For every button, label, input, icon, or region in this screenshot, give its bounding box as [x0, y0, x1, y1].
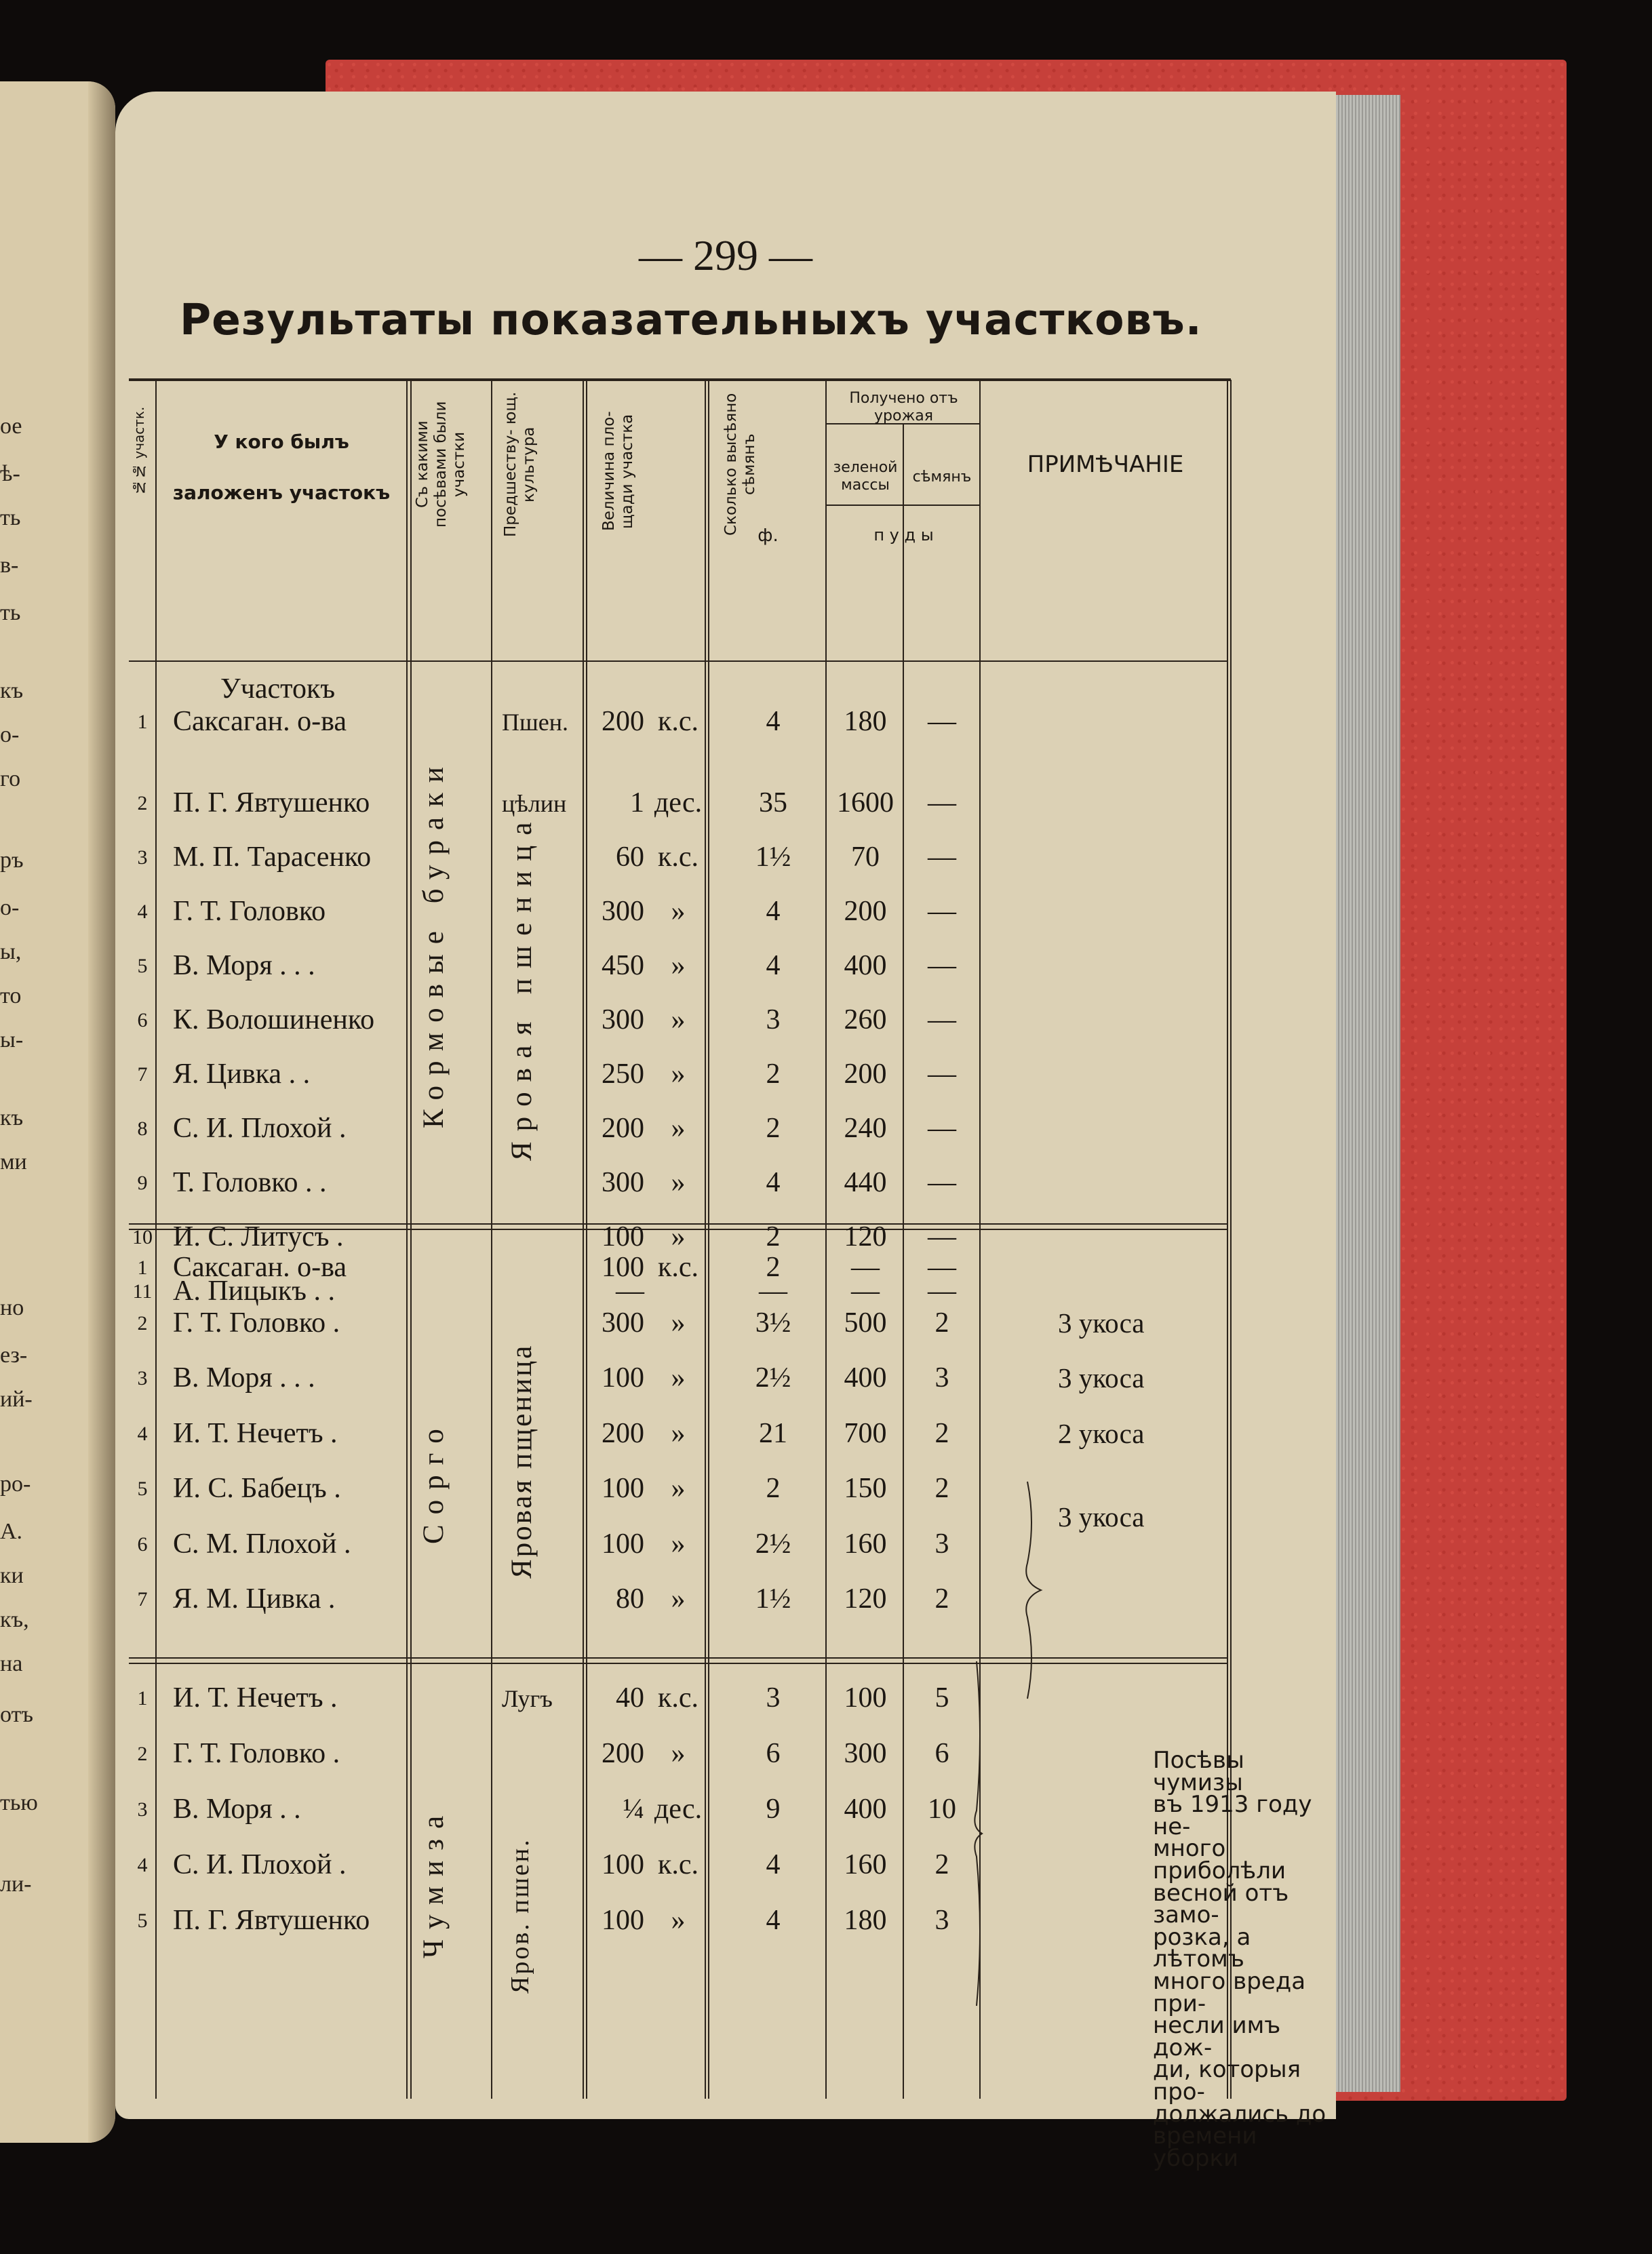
row-note: 2 укоса — [1058, 1417, 1145, 1449]
note-line: въ 1913 году не- — [1153, 1791, 1312, 1840]
owner-name: Г. Т. Головко — [173, 896, 326, 927]
seeds-sown: 2 — [766, 1221, 781, 1252]
seeds-sown: 9 — [766, 1794, 781, 1825]
owner-name: В. Моря . . . — [173, 950, 315, 981]
row-number: 11 — [132, 1280, 153, 1303]
area-value: 80 — [616, 1583, 644, 1615]
seeds-harvest: — — [928, 1252, 956, 1283]
owner-name: Я. М. Цивка . — [173, 1583, 336, 1615]
row-number: 4 — [137, 1854, 148, 1876]
left-page-text-fragment: ли- — [0, 1872, 32, 1897]
area-unit: » — [671, 1417, 686, 1449]
note-line: времени уборки — [1153, 2122, 1257, 2172]
green-mass: 400 — [844, 1362, 887, 1393]
row-number: 2 — [137, 792, 148, 814]
area-unit: дес. — [654, 1794, 703, 1825]
left-page-text-fragment: къ — [0, 1105, 24, 1130]
group-crop: Чумиза — [418, 1805, 450, 1958]
seeds-sown: 4 — [766, 896, 781, 927]
seeds-harvest: 2 — [935, 1473, 949, 1504]
green-mass: 400 — [844, 950, 887, 981]
left-page-text-fragment: но — [0, 1295, 24, 1320]
left-page-text-fragment: в- — [0, 553, 19, 578]
area-unit: » — [671, 1059, 686, 1090]
seeds-sown: 2 — [766, 1252, 781, 1283]
area-value: 100 — [602, 1221, 644, 1252]
seeds-sown: 6 — [766, 1738, 781, 1769]
seeds-sown: 3 — [766, 1004, 781, 1035]
area-unit: к.с. — [657, 1252, 699, 1283]
row-number: 1 — [137, 1257, 148, 1279]
group-previous-crop: Яровая пщеница — [506, 1343, 538, 1579]
area-value: — — [616, 1276, 644, 1307]
area-unit: » — [671, 950, 686, 981]
note-line: много приболѣли — [1153, 1835, 1286, 1884]
left-page-text-fragment: ки — [0, 1563, 24, 1588]
owner-name: В. Моря . . — [173, 1794, 301, 1825]
note-line: ди, которыя про- — [1153, 2056, 1301, 2105]
seeds-sown: 3½ — [755, 1307, 791, 1339]
seeds-sown: 4 — [766, 1167, 781, 1198]
seeds-sown: 4 — [766, 1849, 781, 1880]
note-line: Посѣвы чумизы — [1153, 1747, 1244, 1796]
row-number: 1 — [137, 1687, 148, 1709]
area-value: 300 — [602, 1167, 644, 1198]
owner-name: К. Волошиненко — [173, 1004, 375, 1035]
seeds-harvest: 10 — [928, 1794, 956, 1825]
owner-name: М. П. Тарасенко — [173, 842, 372, 873]
row-number: 1 — [137, 711, 148, 733]
green-mass: 700 — [844, 1417, 887, 1449]
previous-crop: Лугъ — [502, 1685, 553, 1712]
row-number: 8 — [137, 1118, 148, 1140]
row-note: 3 укоса — [1058, 1501, 1145, 1533]
area-unit: » — [671, 1473, 686, 1504]
header-green-mass: зеленой массы — [833, 459, 898, 494]
area-value: 100 — [602, 1252, 644, 1283]
header-seeds-harvest: сѣмянъ — [912, 469, 972, 486]
area-unit: » — [671, 1528, 686, 1560]
row-number: 4 — [137, 1422, 148, 1445]
owner-name: И. Т. Нечетъ . — [173, 1682, 338, 1714]
green-mass: 160 — [844, 1849, 887, 1880]
header-owner-2: заложенъ участокъ — [172, 481, 391, 504]
header-number: №№ участк. — [131, 406, 147, 496]
owner-name: Т. Головко . . — [173, 1167, 327, 1198]
green-mass: 160 — [844, 1528, 887, 1560]
seeds-sown: 2 — [766, 1113, 781, 1144]
seeds-sown: 2 — [766, 1059, 781, 1090]
green-mass: 70 — [851, 842, 880, 873]
area-value: ¼ — [623, 1794, 644, 1825]
owner-name: И. С. Литусъ . — [173, 1221, 344, 1252]
area-unit: » — [671, 1004, 686, 1035]
seeds-harvest: — — [928, 1167, 956, 1198]
seeds-harvest: — — [928, 1004, 956, 1035]
header-seeds-sown: Сколько высѣяно сѣмянъ — [722, 393, 758, 536]
area-unit: к.с. — [657, 842, 699, 873]
green-mass: 200 — [844, 1059, 887, 1090]
left-page-text-fragment: ро- — [0, 1471, 31, 1497]
seeds-harvest: 2 — [935, 1583, 949, 1615]
row-number: 7 — [137, 1588, 148, 1610]
header-area: Величина пло- щади участка — [600, 411, 636, 532]
row-number: 10 — [132, 1226, 153, 1248]
left-page-text-fragment: ез- — [0, 1343, 28, 1368]
note-line: розка, а лѣтомъ — [1153, 1923, 1251, 1973]
seeds-harvest: — — [928, 896, 956, 927]
left-page-text-fragment: ръ — [0, 848, 24, 873]
row-number: 6 — [137, 1533, 148, 1556]
area-value: 200 — [602, 1738, 644, 1769]
seeds-harvest: — — [928, 1221, 956, 1252]
seeds-sown: 3 — [766, 1682, 781, 1714]
green-mass: 180 — [844, 706, 887, 737]
row-number: 3 — [137, 846, 148, 869]
owner-name: Г. Т. Головко . — [173, 1307, 340, 1339]
note-line: много вреда при- — [1153, 1967, 1306, 2017]
area-value: 100 — [602, 1473, 644, 1504]
green-mass: 440 — [844, 1167, 887, 1198]
row-number: 7 — [137, 1063, 148, 1086]
green-mass: 240 — [844, 1113, 887, 1144]
seeds-sown: 4 — [766, 1905, 781, 1936]
header-harvest: Получено отъ урожая — [849, 390, 958, 424]
area-value: 200 — [602, 1417, 644, 1449]
area-unit: » — [671, 1738, 686, 1769]
green-mass: 180 — [844, 1905, 887, 1936]
left-page-text-fragment: то — [0, 983, 22, 1008]
group-previous-crop: Яровая пшеница — [506, 812, 538, 1162]
header-sown-with: Съ какими посѣвами были участки — [414, 401, 468, 528]
left-page-text-fragment: ое — [0, 414, 22, 439]
row-number: 5 — [137, 1910, 148, 1932]
seeds-sown: 2½ — [755, 1362, 791, 1393]
area-value: 100 — [602, 1849, 644, 1880]
area-unit: » — [671, 1905, 686, 1936]
header-unit-pudy: п у д ы — [873, 526, 934, 545]
owner-name: С. И. Плохой . — [173, 1849, 347, 1880]
left-page-text-fragment: ы- — [0, 1027, 24, 1052]
area-unit: » — [671, 1583, 686, 1615]
seeds-harvest: 5 — [935, 1682, 949, 1714]
area-value: 100 — [602, 1905, 644, 1936]
area-unit: к.с. — [657, 1682, 699, 1714]
note-line: должались до — [1153, 2100, 1326, 2128]
area-unit: » — [671, 1113, 686, 1144]
owner-name: П. Г. Явтушенко — [173, 1905, 370, 1936]
left-page-text-fragment: А. — [0, 1519, 23, 1544]
page-number: — 299 — — [639, 231, 812, 279]
row-number: 6 — [137, 1009, 148, 1031]
left-page-text-fragment: ы, — [0, 939, 22, 964]
green-mass: 500 — [844, 1307, 887, 1339]
owner-name: Саксаган. о-ва — [173, 1252, 347, 1283]
left-page-text-fragment: тью — [0, 1790, 38, 1815]
seeds-harvest: — — [928, 706, 956, 737]
left-page — [0, 81, 115, 2143]
area-value: 60 — [616, 842, 644, 873]
seeds-harvest: 6 — [935, 1738, 949, 1769]
previous-crop: Пшен. — [502, 709, 568, 736]
row-note: 3 укоса — [1058, 1362, 1145, 1393]
seeds-harvest: — — [928, 1059, 956, 1090]
page-edges — [1329, 95, 1400, 2092]
left-page-text-fragment: о- — [0, 895, 20, 920]
green-mass: 120 — [844, 1221, 887, 1252]
left-page-text-fragment: ми — [0, 1149, 27, 1174]
header-unit-f: ф. — [758, 526, 779, 546]
seeds-sown: 35 — [759, 787, 787, 818]
header-previous-crop: Предшеству- ющ. культура — [502, 391, 538, 538]
group-previous-crop: Яров. пшен. — [506, 1838, 534, 1994]
row-number: 2 — [137, 1743, 148, 1765]
header-note: ПРИМѢЧАНІЕ — [1027, 451, 1184, 478]
owner-name: П. Г. Явтушенко — [173, 787, 370, 818]
page-title: Результаты показательныхъ участковъ. — [180, 295, 1202, 344]
owner-name: Участокъ — [220, 673, 336, 705]
group-crop: Кормовые бураки — [418, 757, 450, 1128]
green-mass: — — [851, 1276, 880, 1307]
owner-name: В. Моря . . . — [173, 1362, 315, 1393]
green-mass: 260 — [844, 1004, 887, 1035]
left-page-text-fragment: о- — [0, 722, 20, 747]
area-unit: » — [671, 1307, 686, 1339]
area-value: 40 — [616, 1682, 644, 1714]
area-value: 200 — [602, 706, 644, 737]
row-number: 2 — [137, 1311, 148, 1334]
row-number: 3 — [137, 1798, 148, 1821]
area-value: 100 — [602, 1528, 644, 1560]
green-mass: 300 — [844, 1738, 887, 1769]
area-value: 300 — [602, 1004, 644, 1035]
left-page-text-fragment: отъ — [0, 1702, 33, 1727]
green-mass: 120 — [844, 1583, 887, 1615]
owner-name: С. М. Плохой . — [173, 1528, 351, 1560]
area-unit: » — [671, 1167, 686, 1198]
area-value: 450 — [602, 950, 644, 981]
seeds-harvest: 2 — [935, 1307, 949, 1339]
seeds-harvest: 2 — [935, 1417, 949, 1449]
owner-name: Я. Цивка . . — [173, 1059, 311, 1090]
seeds-harvest: 3 — [935, 1362, 949, 1393]
green-mass: 200 — [844, 896, 887, 927]
green-mass: 1600 — [837, 787, 894, 818]
seeds-sown: 4 — [766, 950, 781, 981]
area-unit: » — [671, 1362, 686, 1393]
seeds-harvest: 2 — [935, 1849, 949, 1880]
left-page-text-fragment: го — [0, 766, 21, 791]
owner-name: Саксаган. о-ва — [173, 706, 347, 737]
green-mass: 400 — [844, 1794, 887, 1825]
left-page-text-fragment: ѣ- — [0, 461, 20, 486]
left-page-text-fragment: ий- — [0, 1387, 33, 1412]
seeds-sown: 2 — [766, 1473, 781, 1504]
green-mass: 100 — [844, 1682, 887, 1714]
note-line: весной отъ замо- — [1153, 1879, 1289, 1929]
row-note: 3 укоса — [1058, 1307, 1145, 1339]
green-mass: 150 — [844, 1473, 887, 1504]
area-unit: дес. — [654, 787, 703, 818]
left-page-text-fragment: къ, — [0, 1607, 29, 1632]
seeds-sown: 4 — [766, 706, 781, 737]
seeds-sown: — — [759, 1276, 787, 1307]
group-crop: Сорго — [418, 1419, 450, 1545]
owner-name: А. Пицыкъ . . — [173, 1276, 335, 1307]
note-line: несли имъ дож- — [1153, 2012, 1281, 2061]
area-value: 100 — [602, 1362, 644, 1393]
row-number: 4 — [137, 901, 148, 923]
row-number: 3 — [137, 1367, 148, 1389]
row-number: 5 — [137, 1478, 148, 1500]
chumiza-note — [1153, 1747, 1337, 2172]
area-value: 300 — [602, 896, 644, 927]
owner-name: И. Т. Нечетъ . — [173, 1417, 338, 1449]
seeds-harvest: — — [928, 950, 956, 981]
owner-name: С. И. Плохой . — [173, 1113, 347, 1144]
area-unit: » — [671, 1221, 686, 1252]
area-value: 300 — [602, 1307, 644, 1339]
seeds-harvest: — — [928, 1276, 956, 1307]
area-value: 250 — [602, 1059, 644, 1090]
row-number: 9 — [137, 1172, 148, 1194]
seeds-harvest: — — [928, 787, 956, 818]
seeds-sown: 1½ — [755, 842, 791, 873]
seeds-sown: 2½ — [755, 1528, 791, 1560]
seeds-sown: 1½ — [755, 1583, 791, 1615]
header-owner-1: У кого былъ — [214, 431, 349, 453]
book-gutter — [88, 81, 115, 2143]
row-number: 5 — [137, 955, 148, 977]
area-unit: к.с. — [657, 706, 699, 737]
left-page-text-fragment: ть — [0, 505, 21, 530]
previous-crop: цѣлин — [502, 790, 567, 817]
area-value: 200 — [602, 1113, 644, 1144]
seeds-harvest: — — [928, 1113, 956, 1144]
left-page-text-fragment: ть — [0, 600, 21, 625]
seeds-harvest: 3 — [935, 1905, 949, 1936]
left-page-text-fragment: къ — [0, 678, 24, 703]
owner-name: И. С. Бабецъ . — [173, 1473, 341, 1504]
left-page-text-fragment: на — [0, 1651, 23, 1676]
owner-name: Г. Т. Головко . — [173, 1738, 340, 1769]
area-unit: » — [671, 896, 686, 927]
seeds-harvest: 3 — [935, 1528, 949, 1560]
area-unit: к.с. — [657, 1849, 699, 1880]
area-value: 1 — [630, 787, 644, 818]
green-mass: — — [851, 1252, 880, 1283]
seeds-harvest: — — [928, 842, 956, 873]
page — [115, 92, 1336, 2172]
seeds-sown: 21 — [759, 1417, 787, 1449]
